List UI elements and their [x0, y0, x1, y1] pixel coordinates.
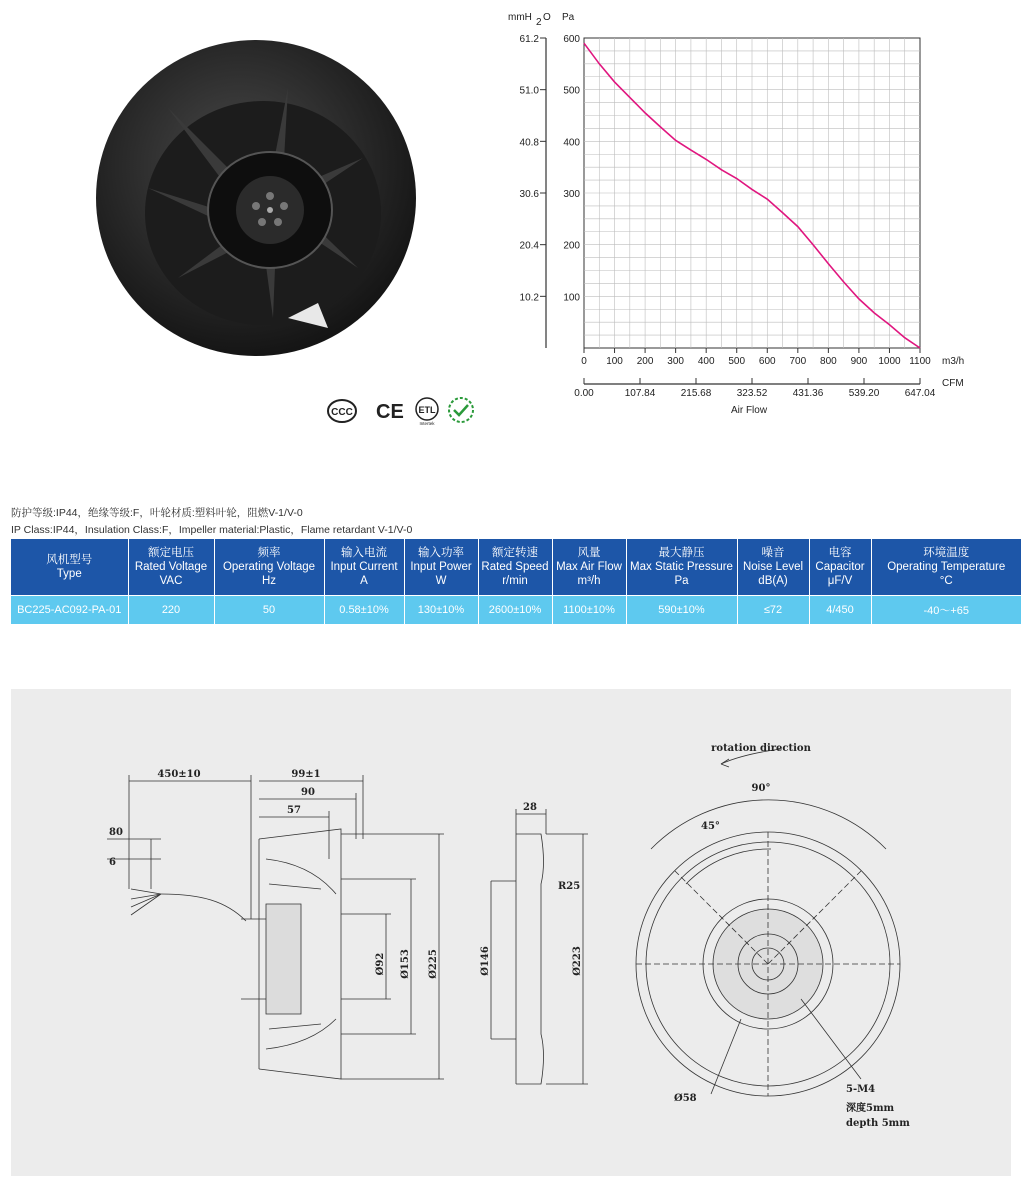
certification-marks [326, 396, 486, 426]
x-tick-label: 900 [850, 356, 868, 367]
spec-header-1 [128, 539, 214, 596]
y-axis-unit-sub2: 2 [536, 17, 542, 28]
spec-cell-4: 130±10% [404, 596, 478, 625]
svg-text:ETL: ETL [418, 405, 436, 415]
x2-tick-label: 215.68 [680, 388, 712, 399]
dim-r25: R25 [558, 881, 581, 892]
dim-28: 28 [523, 802, 537, 813]
y-tick-label: 500 [563, 85, 580, 97]
y-axis-unit-mmh: mmH [508, 12, 532, 23]
x2-tick-label: 323.52 [736, 388, 768, 399]
spec-header-line: VAC [159, 575, 183, 587]
dimension-drawing-panel [11, 689, 1011, 1176]
dim-d146: Ø146 [480, 946, 491, 976]
y2-tick-label: 10.2 [519, 292, 539, 304]
spec-header-line: °C [939, 575, 953, 587]
y-axis-unit-o: O [543, 12, 551, 23]
spec-header-line: Max Air Flow [556, 561, 622, 573]
y2-tick-label: 40.8 [519, 137, 539, 149]
performance-curve-chart [490, 0, 990, 420]
spec-cell-5: 2600±10% [478, 596, 552, 625]
angle-90-label: 90° [751, 783, 771, 794]
x-tick-label: 100 [606, 356, 623, 367]
x-tick-label: 1000 [878, 356, 901, 367]
y2-tick-label: 51.0 [519, 85, 539, 97]
x-tick-label: 300 [667, 356, 684, 367]
spec-header-line: 风量 [577, 547, 601, 559]
x-tick-label: 1100 [909, 356, 931, 367]
spec-cell-3: 0.58±10% [324, 596, 404, 625]
spec-header-line: 额定电压 [148, 547, 194, 559]
dim-99: 99±1 [291, 769, 321, 780]
note-chinese: 防护等级:IP44，绝缘等级:F，叶轮材质:塑料叶轮，阻燃V-1/V-0 [11, 507, 303, 519]
dimension-drawing [11, 689, 1011, 1176]
screw-spec: 5-M4 [846, 1084, 876, 1095]
spec-header-line: Noise Level [742, 561, 804, 573]
x-tick-label: 200 [636, 356, 654, 367]
spec-cell-1: 220 [128, 596, 214, 625]
spec-header-line: Pa [674, 575, 689, 587]
y-tick-label: 200 [563, 240, 580, 252]
spec-header-line: r/min [502, 575, 528, 587]
spec-header-line: μF/V [827, 575, 853, 587]
spec-header-line: 环境温度 [923, 547, 970, 559]
spec-header-line: Operating Voltage [222, 561, 316, 573]
y-axis-ticks [520, 34, 581, 303]
y-axis-unit-pa: Pa [562, 12, 575, 23]
spec-header-line: Rated Speed [481, 561, 549, 573]
spec-header-line: 额定转速 [492, 547, 538, 559]
x2-tick-label: 431.36 [792, 388, 824, 399]
depth-en: depth 5mm [846, 1118, 910, 1129]
dim-lead-length: 450±10 [157, 769, 201, 780]
spec-header-line: W [435, 575, 447, 587]
rohs-icon [449, 398, 473, 422]
spec-header-0 [11, 539, 128, 596]
side-view-motor [266, 904, 301, 1014]
spec-cell-6: 1100±10% [552, 596, 626, 625]
x2-tick-label: 539.20 [848, 388, 880, 399]
spec-header-line: 输入功率 [418, 547, 464, 559]
x-tick-label: 0 [581, 356, 587, 367]
spec-header-6 [552, 539, 626, 596]
note-english: IP Class:IP44，Insulation Class:F，Impeller material:Plastic，Flame retardant V-1/V-0 [11, 524, 413, 536]
spec-table-header [11, 539, 1021, 596]
spec-header-10 [871, 539, 1021, 596]
dim-90: 90 [301, 787, 315, 798]
dim-57: 57 [287, 805, 301, 816]
x-tick-label: 400 [697, 356, 715, 367]
spec-header-line: Input Current [330, 561, 398, 573]
y-tick-label: 300 [563, 189, 580, 200]
x-tick-label: 700 [789, 356, 807, 367]
x2-tick-label: 107.84 [624, 388, 656, 399]
dim-6: 6 [109, 857, 116, 868]
spec-cell-0: BC225-AC092-PA-01 [11, 596, 128, 625]
dim-d225: Ø225 [428, 949, 439, 979]
dim-d58: Ø58 [674, 1093, 697, 1104]
chart-grid [546, 38, 920, 384]
spec-header-3 [324, 539, 404, 596]
spec-cell-2: 50 [214, 596, 324, 625]
svg-text:CE: CE [376, 401, 404, 423]
spec-header-line: Capacitor [815, 561, 865, 573]
ce-icon [376, 401, 404, 423]
spec-cell-8: ≤72 [737, 596, 809, 625]
y-tick-label: 400 [563, 137, 580, 149]
spec-header-4 [404, 539, 478, 596]
etl-sub-label: Intertek [419, 421, 435, 426]
lead-wire [161, 894, 246, 921]
spec-header-line: Rated Voltage [134, 561, 208, 573]
spec-header-line: 频率 [257, 547, 281, 559]
y2-tick-label: 30.6 [519, 189, 539, 200]
depth-cn: 深度5mm [846, 1103, 895, 1114]
spec-header-line: 噪音 [761, 547, 785, 559]
spec-header-5 [478, 539, 552, 596]
x2-tick-label: 647.04 [904, 388, 936, 399]
spec-header-line: dB(A) [758, 575, 788, 587]
fan-product-photo [88, 38, 423, 363]
spec-header-line: m³/h [577, 575, 601, 587]
inlet-ring-profile [516, 834, 544, 1084]
spec-header-line: A [360, 575, 368, 587]
table-row [11, 596, 1021, 625]
x2-axis-unit-cfm: CFM [942, 378, 964, 389]
x-axis-ticks [574, 348, 935, 399]
spec-header-9 [809, 539, 871, 596]
svg-text:CCC: CCC [331, 407, 353, 418]
spec-header-line: 最大静压 [658, 547, 705, 559]
spec-header-line: Input Power [410, 561, 472, 573]
angle-45-label: 45° [701, 821, 720, 832]
spec-cell-7: 590±10% [626, 596, 737, 625]
spec-header-line: 风机型号 [46, 554, 93, 566]
etl-icon [416, 398, 438, 426]
spec-header-8 [737, 539, 809, 596]
x-tick-label: 600 [758, 356, 776, 367]
spec-header-2 [214, 539, 324, 596]
ccc-icon [328, 400, 356, 422]
x-axis-unit-m3h: m3/h [942, 356, 965, 367]
spec-header-line: 输入电流 [341, 547, 387, 559]
spec-cell-10: -40～+65 [871, 596, 1021, 625]
spec-header-line: 电容 [828, 547, 852, 559]
dim-d153: Ø153 [400, 949, 411, 979]
x-axis-label: Air Flow [730, 405, 768, 416]
spec-header-line: Operating Temperature [887, 561, 1006, 573]
spec-table [11, 539, 1021, 624]
y2-tick-label: 61.2 [519, 34, 539, 45]
dim-80: 80 [109, 827, 123, 838]
dim-d223: Ø223 [572, 946, 583, 976]
x-tick-label: 800 [820, 356, 837, 367]
spec-cell-9: 4/450 [809, 596, 871, 625]
angle-45-arc [686, 849, 771, 884]
y2-tick-label: 20.4 [519, 240, 539, 252]
rotation-direction-label: rotation direction [711, 743, 811, 754]
spec-header-line: Type [56, 568, 82, 580]
dim-d92: Ø92 [375, 952, 386, 976]
spec-header-line: Hz [261, 575, 277, 587]
spec-header-7 [626, 539, 737, 596]
y-tick-label: 600 [563, 34, 580, 45]
x-tick-label: 500 [728, 356, 746, 367]
x2-tick-label: 0.00 [574, 388, 594, 399]
spec-header-line: Max Static Pressure [630, 561, 733, 573]
y-tick-label: 100 [563, 292, 580, 304]
